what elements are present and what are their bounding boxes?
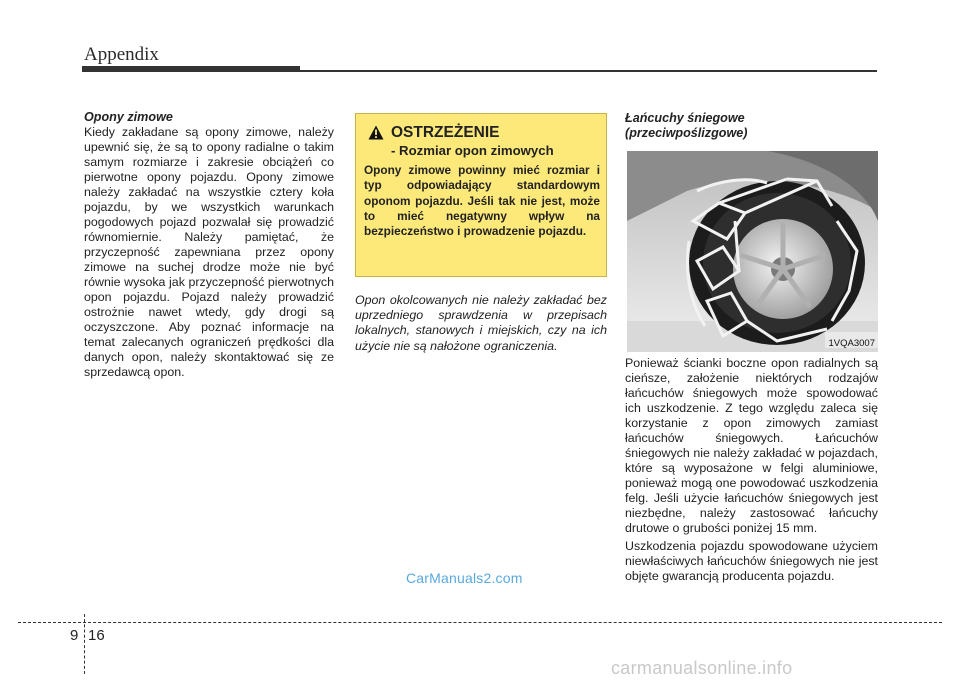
watermark-link[interactable]: CarManuals2.com — [406, 570, 523, 586]
winter-tires-body: Kiedy zakładane są opony zimowe, należy upewnić się, że są to opony radialne o takim samym rozmiarze i zakresie obciążeń co pierwotne opony pojazdu. Opony zimowe należy zakładać na wszystkie cztery koła pojazdu, by we wszystkich warunkach pogodowych pojazd pozwalał się prowadzić równomiernie. Należy pamiętać, że przyczepność zapewniana przez opony zimowe na suchej drodze może nie być równie wysoka jak przyczepność pierwotnych opon pojazdu. Pojazd należy prowadzić ostrożnie nawet wtedy, gdy drogi są oczyszczone. Aby poznać informacje na temat zalecanych ograniczeń prędkości dla danych opon, należy skontaktować się ze sprzedawcą opon. — [84, 125, 334, 379]
snow-chains-heading-line2: (przeciwpoślizgowe) — [625, 126, 748, 140]
snow-chain-tire-photo — [627, 151, 878, 352]
warning-title: OSTRZEŻENIE — [391, 124, 500, 141]
warning-subtitle: - Rozmiar opon zimowych — [391, 143, 554, 158]
footer-divider — [84, 614, 85, 674]
snow-chains-paragraph-1: Ponieważ ścianki boczne opon radialnych są cieńsze, założenie niektórych rodzajów łańcuchów śniegowych może spowodować ich uszkodzenie. Z tego względu zaleca się korzystanie z opon zimowych zamiast łańcuchów śniegowych. Łańcuchów śniegowych nie należy zakładać w pojazdach, które są wyposażone w felgi aluminiowe, ponieważ mogą one powodować uszkodzenia felg. Jeśli użycie łańcuchów śniegowych jest niezbędne, należy zastosować łańcuchy drutowe o grubości poniżej 15 mm. — [625, 356, 878, 535]
studded-tires-note: Opon okolcowanych nie należy zakładać bez uprzedniego sprawdzenia w przepisach lokalnych, stanowych i miejskich, czy na ich użycie nie są nałożone ograniczenia. — [355, 293, 607, 353]
photo-code-label: 1VQA3007 — [828, 338, 875, 349]
chapter-number: 9 — [70, 627, 79, 644]
warning-triangle-icon — [368, 125, 384, 140]
snow-chains-body — [625, 356, 878, 587]
footer-rule — [18, 622, 942, 623]
warning-body: Opony zimowe powinny mieć rozmiar i typ odpowiadający standardowym oponom pojazdu. Jeśli tak nie jest, może to mieć negatywny wpływ na bezpieczeństwo i prowadzenie pojazdu. — [364, 163, 600, 239]
snow-chains-heading — [625, 111, 878, 141]
winter-tires-heading: Opony zimowe — [84, 110, 173, 124]
snow-chains-paragraph-2: Uszkodzenia pojazdu spowodowane użyciem niewłaściwych łańcuchów śniegowych nie jest objęte gwarancją producenta pojazdu. — [625, 539, 878, 583]
header-rule-thin — [300, 70, 877, 72]
header-rule-thick — [82, 66, 300, 72]
footer-site-watermark: carmanualsonline.info — [611, 658, 793, 678]
page-header-title: Appendix — [84, 44, 159, 65]
column-winter-tires — [84, 110, 334, 380]
snow-chains-heading-line1: Łańcuchy śniegowe — [625, 111, 745, 125]
page-number: 16 — [88, 627, 105, 644]
warning-box — [355, 113, 607, 277]
